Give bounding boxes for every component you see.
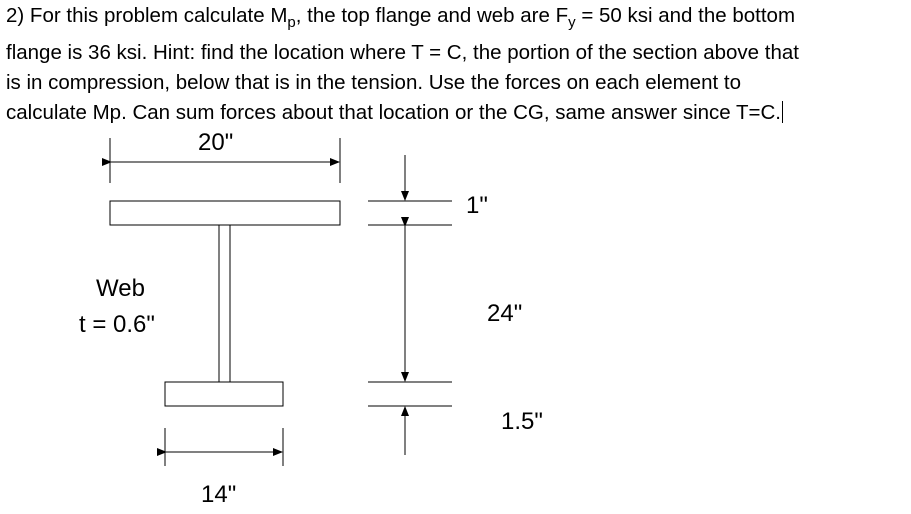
problem-line-1: 2) For this problem calculate $M_p$, the top flange and web are $F_y = 50$ ksi and the bottom bbox=[6, 4, 796, 31]
problem-line-4: calculate Mp. Can sum forces about that location or the CG, same answer since T=C. bbox=[6, 101, 781, 124]
label-top-flange-width: 20" bbox=[198, 129, 234, 156]
web bbox=[219, 225, 230, 382]
label-web-thickness: t = 0.6" bbox=[79, 311, 155, 338]
label-top-flange-thickness: 1" bbox=[466, 192, 488, 219]
label-web: Web bbox=[96, 275, 145, 302]
label-bottom-flange-width: 14" bbox=[201, 481, 237, 508]
subscript-p: p bbox=[287, 14, 296, 31]
top-flange bbox=[110, 201, 340, 225]
problem-line-3: is in compression, below that is in the tension. Use the forces on each element to bbox=[6, 71, 741, 94]
label-web-depth: 24" bbox=[487, 300, 523, 327]
subscript-y: y bbox=[568, 14, 576, 31]
bottom-flange bbox=[165, 382, 283, 406]
problem-line-2: flange is 36 ksi. Hint: find the location where T = C, the portion of the section above that bbox=[6, 41, 799, 64]
label-bottom-flange-thickness: 1.5" bbox=[501, 408, 543, 435]
